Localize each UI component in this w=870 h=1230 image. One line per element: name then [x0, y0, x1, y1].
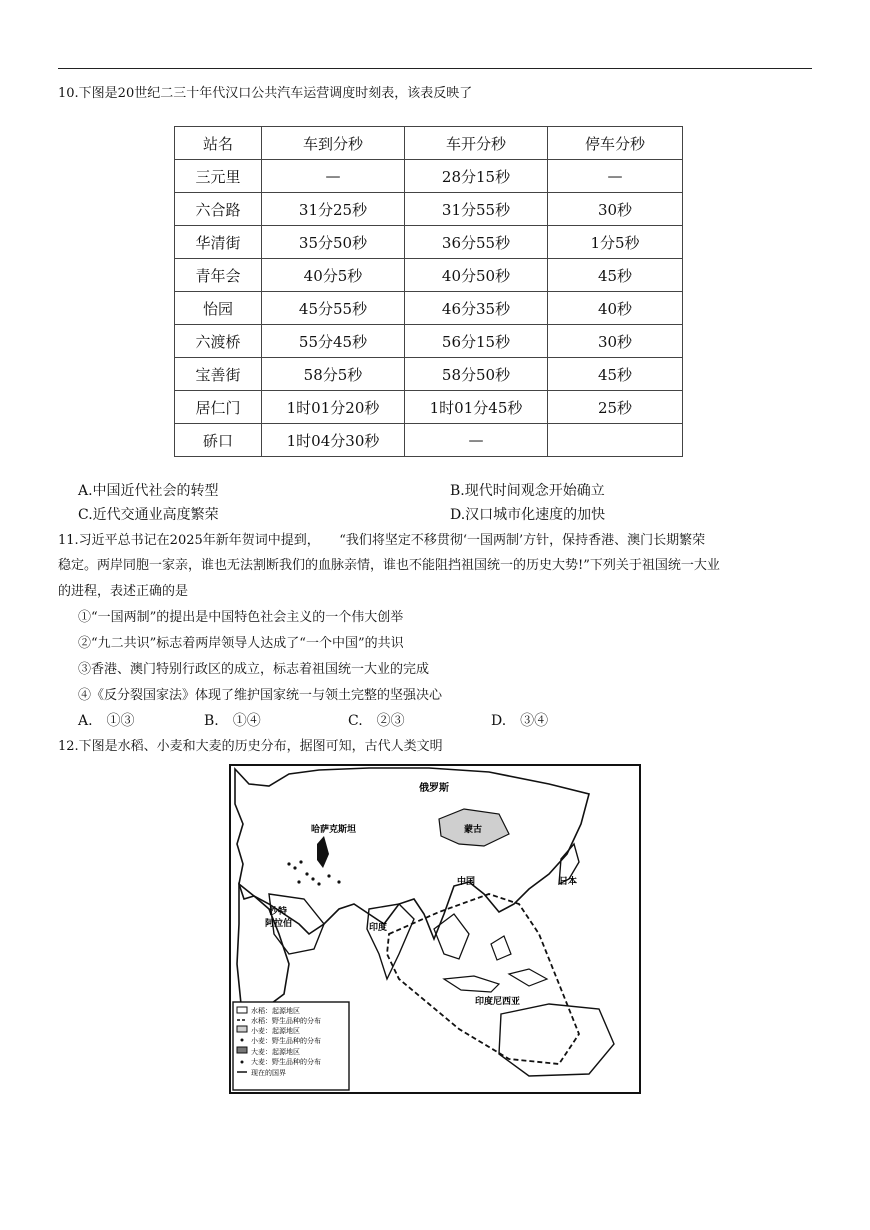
- table-cell: 40分5秒: [262, 259, 405, 292]
- table-cell: 45分55秒: [262, 292, 405, 325]
- crop-distribution-map: [229, 764, 641, 1094]
- table-cell: 25秒: [548, 391, 683, 424]
- table-cell: 1时04分30秒: [262, 424, 405, 457]
- table-row: [175, 325, 683, 358]
- table-cell: 六渡桥: [175, 325, 262, 358]
- table-cell: 1时01分20秒: [262, 391, 405, 424]
- legend-item: 水稻：起源地区: [251, 1007, 300, 1015]
- bus-timetable: [174, 126, 683, 457]
- table-cell: 45秒: [548, 358, 683, 391]
- table-header: 车到分秒: [262, 127, 405, 160]
- q11-option-b[interactable]: B. ①④: [204, 713, 261, 729]
- table-cell: 1时01分45秒: [405, 391, 548, 424]
- table-row: [175, 358, 683, 391]
- label-russia: 俄罗斯: [419, 783, 449, 794]
- q11-option-c[interactable]: C. ②③: [348, 713, 405, 729]
- q10-option-b[interactable]: B.现代时间观念开始确立: [450, 483, 605, 499]
- legend-item: 小麦：起源地区: [251, 1027, 300, 1035]
- header-rule: [58, 68, 812, 69]
- table-cell: 硚口: [175, 424, 262, 457]
- label-kazakhstan: 哈萨克斯坦: [311, 825, 357, 835]
- table-cell: 31分55秒: [405, 193, 548, 226]
- table-row: [175, 292, 683, 325]
- table-cell: 45秒: [548, 259, 683, 292]
- q11-stem-line3: 的进程，表述正确的是: [58, 584, 189, 599]
- q11-item-4: ④《反分裂国家法》体现了维护国家统一与领土完整的坚强决心: [78, 688, 443, 703]
- table-cell: 35分50秒: [262, 226, 405, 259]
- table-cell: 华清街: [175, 226, 262, 259]
- map-legend: [233, 1002, 349, 1090]
- table-cell: —: [405, 424, 548, 457]
- q11-item-2: ②“九二共识”标志着两岸领导人达成了“一个中国”的共识: [78, 636, 404, 651]
- table-cell: 56分15秒: [405, 325, 548, 358]
- table-cell: 三元里: [175, 160, 262, 193]
- table-row: [175, 193, 683, 226]
- table-row: [175, 259, 683, 292]
- table-header: 车开分秒: [405, 127, 548, 160]
- table-cell: 55分45秒: [262, 325, 405, 358]
- table-row: [175, 226, 683, 259]
- legend-item: 水稻：野生品种的分布: [251, 1017, 321, 1025]
- label-indonesia: 印度尼西亚: [475, 997, 521, 1007]
- table-row: [175, 160, 683, 193]
- table-cell: 36分55秒: [405, 226, 548, 259]
- q11-item-1: ①“一国两制”的提出是中国特色社会主义的一个伟大创举: [78, 610, 404, 625]
- table-cell: 31分25秒: [262, 193, 405, 226]
- table-cell: 居仁门: [175, 391, 262, 424]
- legend-item: 现在的国界: [251, 1069, 286, 1077]
- table-cell: 46分35秒: [405, 292, 548, 325]
- q11-option-a[interactable]: A. ①③: [78, 713, 135, 729]
- label-india: 印度: [369, 923, 388, 933]
- table-cell: 40秒: [548, 292, 683, 325]
- label-japan: 日本: [559, 877, 578, 887]
- table-cell: 58分5秒: [262, 358, 405, 391]
- table-cell: 30秒: [548, 193, 683, 226]
- q10-option-d[interactable]: D.汉口城市化速度的加快: [450, 507, 606, 523]
- table-cell: 宝善街: [175, 358, 262, 391]
- label-china: 中国: [457, 877, 476, 887]
- table-header-row: [175, 127, 683, 160]
- q11-stem-line1: 11.习近平总书记在2025年新年贺词中提到， “我们将坚定不移贯彻‘一国两制’方针，保持香港、澳门长期繁荣: [58, 533, 706, 548]
- label-saudi-arabia: 沙特阿拉伯: [265, 907, 293, 929]
- label-mongolia: 蒙古: [464, 825, 483, 835]
- table-header: 站名: [175, 127, 262, 160]
- table-row: [175, 424, 683, 457]
- table-cell: 六合路: [175, 193, 262, 226]
- legend-item: 大麦：起源地区: [251, 1048, 300, 1056]
- q12-stem: 12.下图是水稻、小麦和大麦的历史分布，据图可知，古代人类文明: [58, 739, 443, 754]
- q10-option-a[interactable]: A.中国近代社会的转型: [78, 483, 219, 499]
- table-cell: 怡园: [175, 292, 262, 325]
- table-row: [175, 391, 683, 424]
- table-cell: 58分50秒: [405, 358, 548, 391]
- table-cell: 30秒: [548, 325, 683, 358]
- q11-stem-line2: 稳定。两岸同胞一家亲，谁也无法割断我们的血脉亲情，谁也不能阻挡祖国统一的历史大势!”下列关于祖国统一大业: [58, 558, 720, 573]
- table-cell: —: [548, 160, 683, 193]
- table-cell: 40分50秒: [405, 259, 548, 292]
- q10-stem: 10.下图是20世纪二三十年代汉口公共汽车运营调度时刻表，该表反映了: [58, 86, 473, 101]
- table-cell: 1分5秒: [548, 226, 683, 259]
- table-cell: 青年会: [175, 259, 262, 292]
- table-cell: —: [262, 160, 405, 193]
- table-cell: [548, 424, 683, 457]
- legend-item: 小麦：野生品种的分布: [251, 1037, 321, 1045]
- q11-item-3: ③香港、澳门特别行政区的成立，标志着祖国统一大业的完成: [78, 662, 430, 677]
- legend-item: 大麦：野生品种的分布: [251, 1058, 321, 1066]
- table-header: 停车分秒: [548, 127, 683, 160]
- q11-option-d[interactable]: D. ③④: [491, 713, 549, 729]
- table-cell: 28分15秒: [405, 160, 548, 193]
- q10-option-c[interactable]: C.近代交通业高度繁荣: [78, 507, 219, 523]
